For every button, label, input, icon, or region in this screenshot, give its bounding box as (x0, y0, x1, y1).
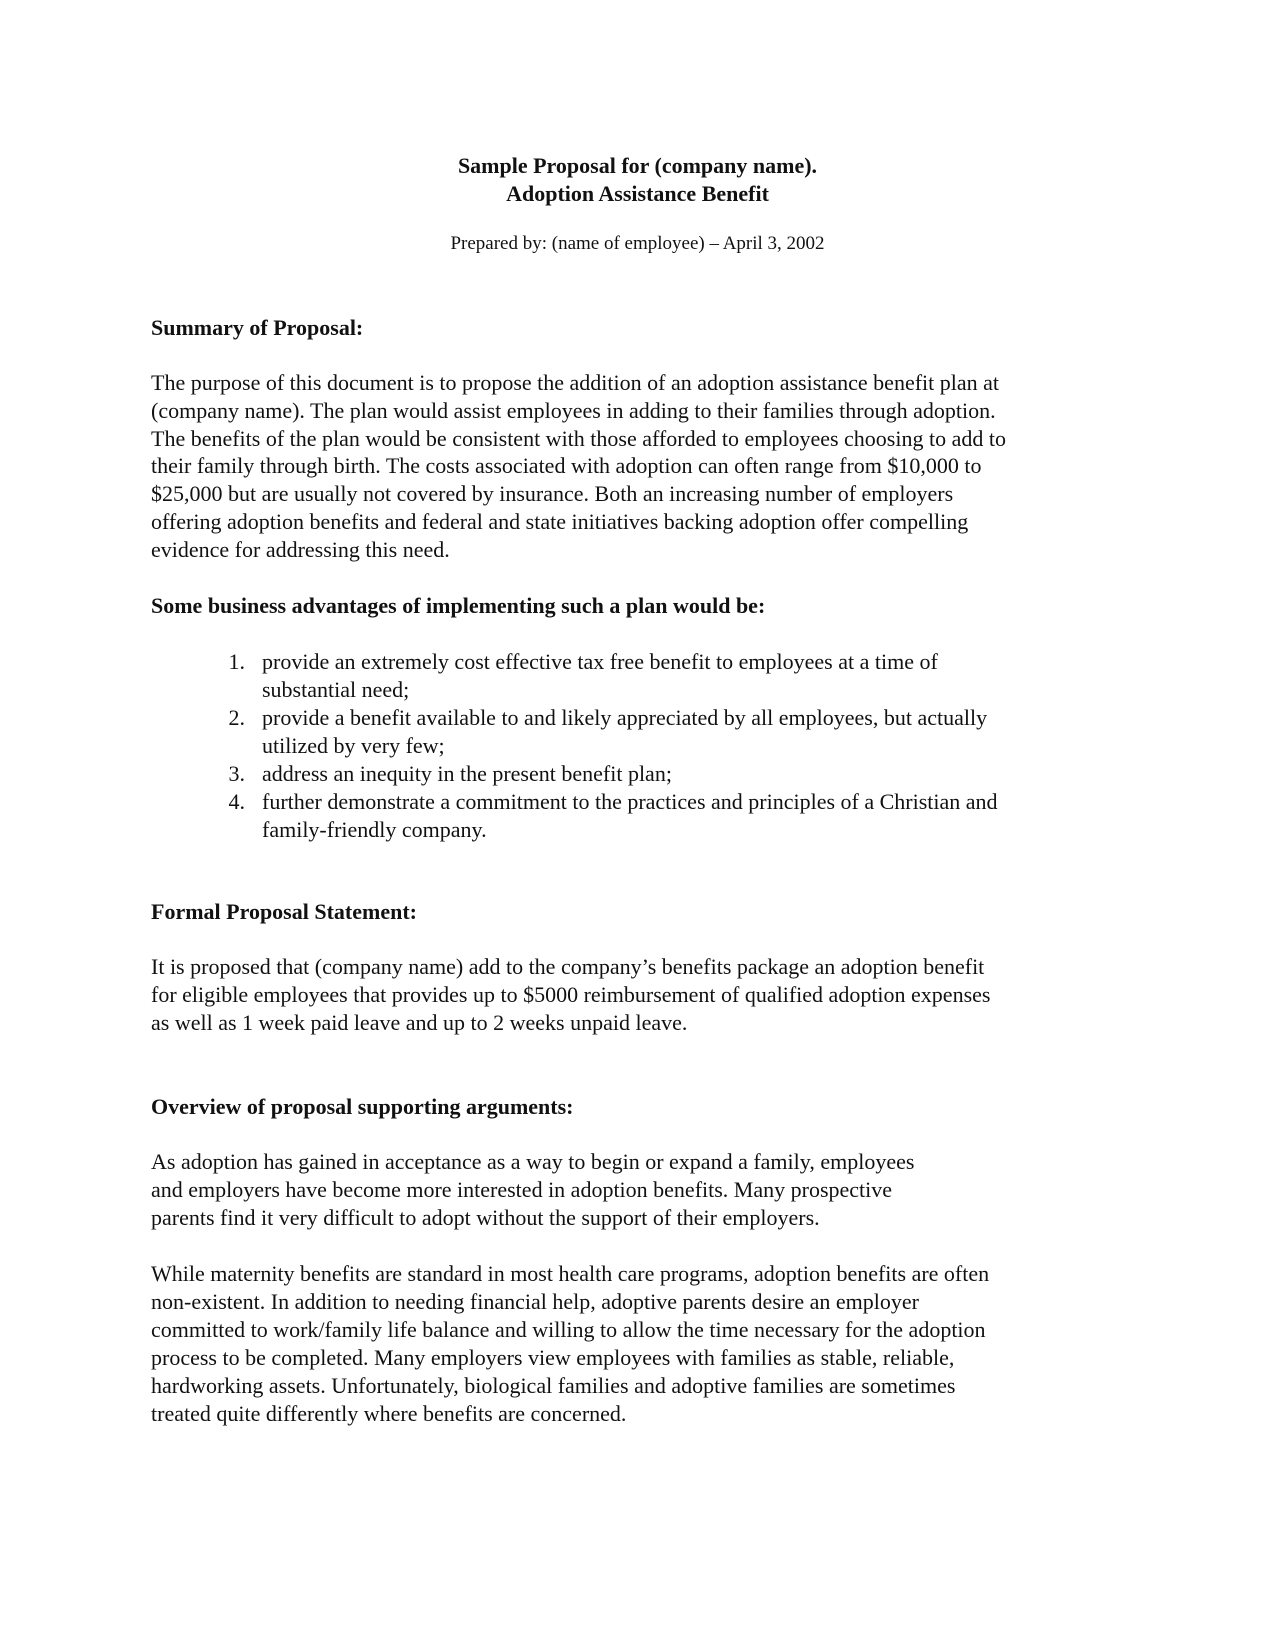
summary-line: offering adoption benefits and federal and state initiatives backing adoption offer compelling (151, 509, 969, 534)
summary-line: their family through birth. The costs associated with adoption can often range from $10,000 to (151, 453, 982, 478)
title-line-1: Sample Proposal for (company name). (457, 153, 818, 178)
list-item-text: substantial need; (262, 677, 410, 702)
summary-line: The benefits of the plan would be consistent with those afforded to employees choosing to add to (151, 426, 1006, 451)
overview-line: non-existent. In addition to needing financial help, adoptive parents desire an employer (151, 1289, 919, 1314)
title-line-2: Adoption Assistance Benefit (506, 181, 769, 206)
list-item-text: family-friendly company. (262, 817, 487, 842)
list-item-text: address an inequity in the present benefit plan; (262, 761, 672, 786)
list-item-text: further demonstrate a commitment to the practices and principles of a Christian and (262, 789, 998, 814)
formal-line: It is proposed that (company name) add to the company’s benefits package an adoption benefit (151, 954, 985, 979)
overview-line: hardworking assets. Unfortunately, biological families and adoptive families are sometimes (151, 1373, 956, 1398)
overview-line: and employers have become more interested in adoption benefits. Many prospective (151, 1177, 893, 1202)
formal-heading: Formal Proposal Statement: (151, 899, 417, 924)
formal-line: as well as 1 week paid leave and up to 2 weeks unpaid leave. (151, 1010, 688, 1035)
list-item-number: 1. (228, 649, 245, 674)
overview-line: committed to work/family life balance and willing to allow the time necessary for the adoption (151, 1317, 986, 1342)
summary-line: The purpose of this document is to propose the addition of an adoption assistance benefit plan at (151, 370, 1000, 395)
overview-line: process to be completed. Many employers view employees with families as stable, reliable, (151, 1345, 955, 1370)
summary-line: $25,000 but are usually not covered by insurance. Both an increasing number of employers (151, 481, 954, 506)
overview-heading: Overview of proposal supporting arguments: (151, 1094, 574, 1119)
overview-line: parents find it very difficult to adopt without the support of their employers. (151, 1205, 820, 1230)
overview-line: While maternity benefits are standard in most health care programs, adoption benefits are often (151, 1261, 990, 1286)
summary-heading: Summary of Proposal: (151, 315, 364, 340)
prepared-by: Prepared by: (name of employee) – April 3, 2002 (450, 233, 825, 254)
list-item-text: provide an extremely cost effective tax free benefit to employees at a time of (262, 649, 938, 674)
overview-line: treated quite differently where benefits are concerned. (151, 1401, 627, 1426)
summary-line: evidence for addressing this need. (151, 537, 450, 562)
list-item-number: 3. (228, 761, 245, 786)
overview-line: As adoption has gained in acceptance as a way to begin or expand a family, employees (151, 1149, 915, 1174)
list-item-number: 2. (228, 705, 245, 730)
list-item-text: provide a benefit available to and likely appreciated by all employees, but actually (262, 705, 988, 730)
summary-line: (company name). The plan would assist employees in adding to their families through adoption. (151, 398, 996, 423)
advantages-heading: Some business advantages of implementing such a plan would be: (151, 593, 766, 618)
formal-line: for eligible employees that provides up to $5000 reimbursement of qualified adoption expenses (151, 982, 991, 1007)
list-item-number: 4. (228, 789, 245, 814)
list-item-text: utilized by very few; (262, 733, 445, 758)
